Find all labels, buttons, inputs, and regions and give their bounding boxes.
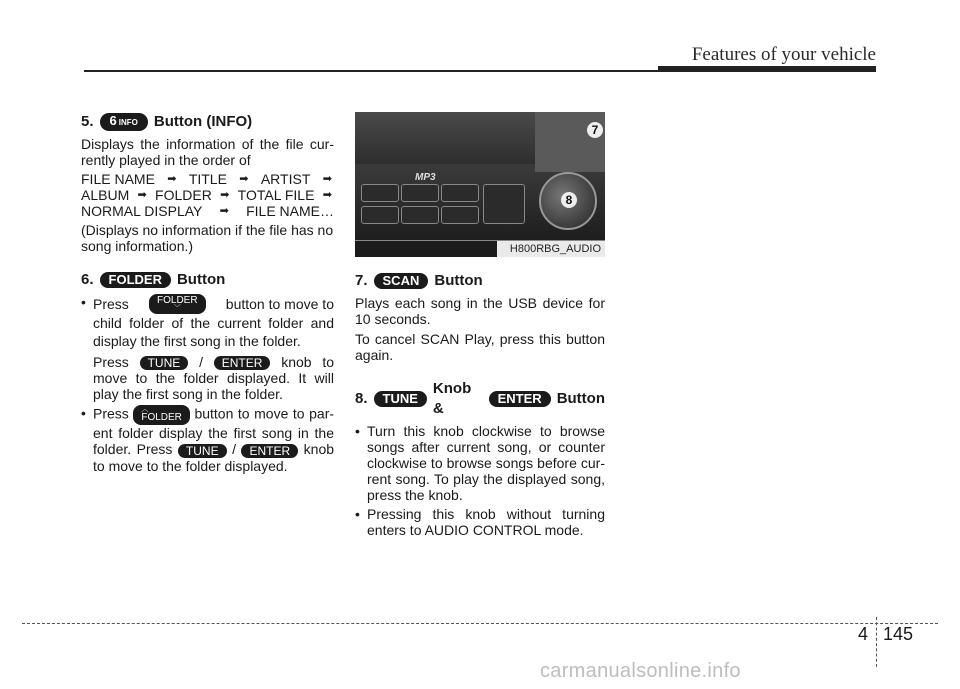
folder-bullet-2: [81, 405, 334, 473]
scan-section-number: 7.: [355, 272, 368, 289]
tune-bullet-2: • Pressing this knob without turning enters to AUDIO CONTROL mode.: [355, 506, 605, 538]
tune-heading-mid: Knob &: [432, 380, 472, 417]
arrow-right-icon: ➡: [137, 189, 147, 201]
arrow-right-icon: ➡: [167, 173, 177, 185]
arrow-right-icon: ➡: [219, 205, 229, 217]
scan-heading-title: Button: [434, 272, 483, 289]
arrow-right-icon: ➡: [239, 173, 249, 185]
mp3-logo: MP3: [415, 172, 436, 183]
enter-badge: ENTER: [214, 356, 271, 370]
folder-b1-press2: Press: [93, 354, 129, 370]
folder-bullet-1-line: [93, 294, 334, 314]
footer-divider: [876, 617, 877, 667]
callout-marker-7: 7: [587, 122, 603, 138]
folder-up-button-icon: [133, 405, 190, 425]
audio-display-screen: [355, 112, 535, 164]
folder-b1-line2: child folder of the current folder and display the first song in the folder.: [93, 315, 334, 349]
folder-b1-press: • Press: [93, 296, 129, 312]
scan-paragraph-1: Plays each song in the USB device for 10 seconds.: [355, 295, 605, 327]
seq-item: ARTIST: [260, 171, 311, 187]
folder-rocker-key: [483, 184, 525, 224]
preset-key: [401, 206, 439, 224]
enter-heading-badge: ENTER: [489, 391, 551, 407]
preset-key: [441, 184, 479, 202]
info-sequence: [81, 171, 334, 219]
folder-bullet-1: [81, 294, 334, 402]
folder-b1-knob-text: [93, 354, 334, 402]
tune-heading: [355, 379, 605, 419]
folder-b2-text: [93, 405, 334, 473]
enter-badge: ENTER: [241, 444, 298, 458]
scan-paragraph-2: To cancel SCAN Play, press this button again.: [355, 331, 605, 363]
folder-btn-label: FOLDER: [141, 412, 182, 424]
seq-item: FOLDER: [155, 187, 212, 203]
info-badge-number: 6: [109, 113, 117, 128]
right-column: [355, 112, 605, 538]
audio-unit-photo: [355, 112, 605, 241]
folder-btn-label: FOLDER: [157, 295, 198, 306]
seq-item: FILE NAME…: [246, 203, 334, 219]
scan-badge: SCAN: [374, 273, 429, 289]
tune-section-number: 8.: [355, 390, 368, 407]
preset-key: [441, 206, 479, 224]
slash: /: [199, 354, 203, 370]
seq-item: ALBUM: [81, 187, 130, 203]
chevron-down-icon: ﹀: [173, 305, 181, 312]
image-caption-bar: [355, 241, 605, 257]
seq-item: NORMAL DISPLAY: [81, 203, 203, 219]
header-rule-thin: [84, 70, 664, 72]
folder-down-button-icon: [149, 294, 206, 314]
folder-heading: [81, 270, 334, 290]
arrow-right-icon: ➡: [322, 173, 332, 185]
page-header-title: Features of your vehicle: [691, 44, 876, 65]
seq-item: TOTAL FILE: [237, 187, 315, 203]
info-sequence-line-1: [81, 171, 334, 187]
info-paragraph-1: Displays the information of the file cur-rently played in the order of: [81, 136, 334, 168]
chevron-up-icon: ︿: [141, 406, 149, 414]
folder-section-number: 6.: [81, 271, 94, 288]
arrow-right-icon: ➡: [220, 189, 230, 201]
info-sequence-line-3: [81, 203, 334, 219]
tune-bullet-1: • Turn this knob clockwise to browse songs after current song, or counter clockwise to browse songs before cur-rent song. To play the displayed song, press the knob.: [355, 423, 605, 503]
info-badge: [100, 113, 148, 131]
slash: /: [232, 441, 236, 458]
tune-heading-badge: TUNE: [374, 391, 427, 407]
tune-badge: TUNE: [178, 444, 227, 458]
arrow-right-icon: ➡: [322, 189, 332, 201]
info-paragraph-2: (Displays no information if the file has no song information.): [81, 222, 334, 254]
tune-heading-title: Button: [556, 390, 605, 407]
folder-b1-post: button to move to: [225, 296, 334, 312]
left-column: [81, 112, 334, 474]
seq-item: TITLE: [188, 171, 227, 187]
chapter-number: 4: [858, 624, 869, 644]
info-badge-label: INFO: [118, 118, 138, 127]
folder-heading-title: Button: [176, 271, 226, 288]
image-caption: H800RBG_AUDIO: [497, 241, 605, 257]
folder-b1-knob: knob to move to the folder displayed. It will play the first song in the folder.: [93, 354, 335, 403]
footer-rule: [22, 623, 938, 624]
caption-dark-strip: [355, 241, 497, 257]
callout-marker-8: 8: [561, 192, 577, 208]
preset-key: [361, 206, 399, 224]
page-number: 145: [883, 624, 914, 644]
info-heading-title: Button (INFO): [153, 113, 253, 130]
preset-key: [361, 184, 399, 202]
folder-b2-end: knob to move to the folder displayed.: [93, 441, 335, 474]
folder-b2-post: button to move to par-ent folder display the first song in the folder. Press: [93, 406, 335, 458]
info-sequence-line-2: [81, 187, 334, 203]
info-section-number: 5.: [81, 113, 94, 130]
preset-key: [401, 184, 439, 202]
scan-heading: [355, 271, 605, 291]
seq-item: FILE NAME: [81, 171, 155, 187]
folder-b2-press: Press: [93, 406, 129, 422]
header-rule-thick: [658, 66, 876, 72]
tune-badge: TUNE: [140, 356, 189, 370]
info-heading: [81, 112, 334, 132]
watermark-text: carmanualsonline.info: [540, 660, 741, 682]
audio-side-panel: [535, 112, 605, 172]
folder-badge: FOLDER: [100, 272, 171, 288]
